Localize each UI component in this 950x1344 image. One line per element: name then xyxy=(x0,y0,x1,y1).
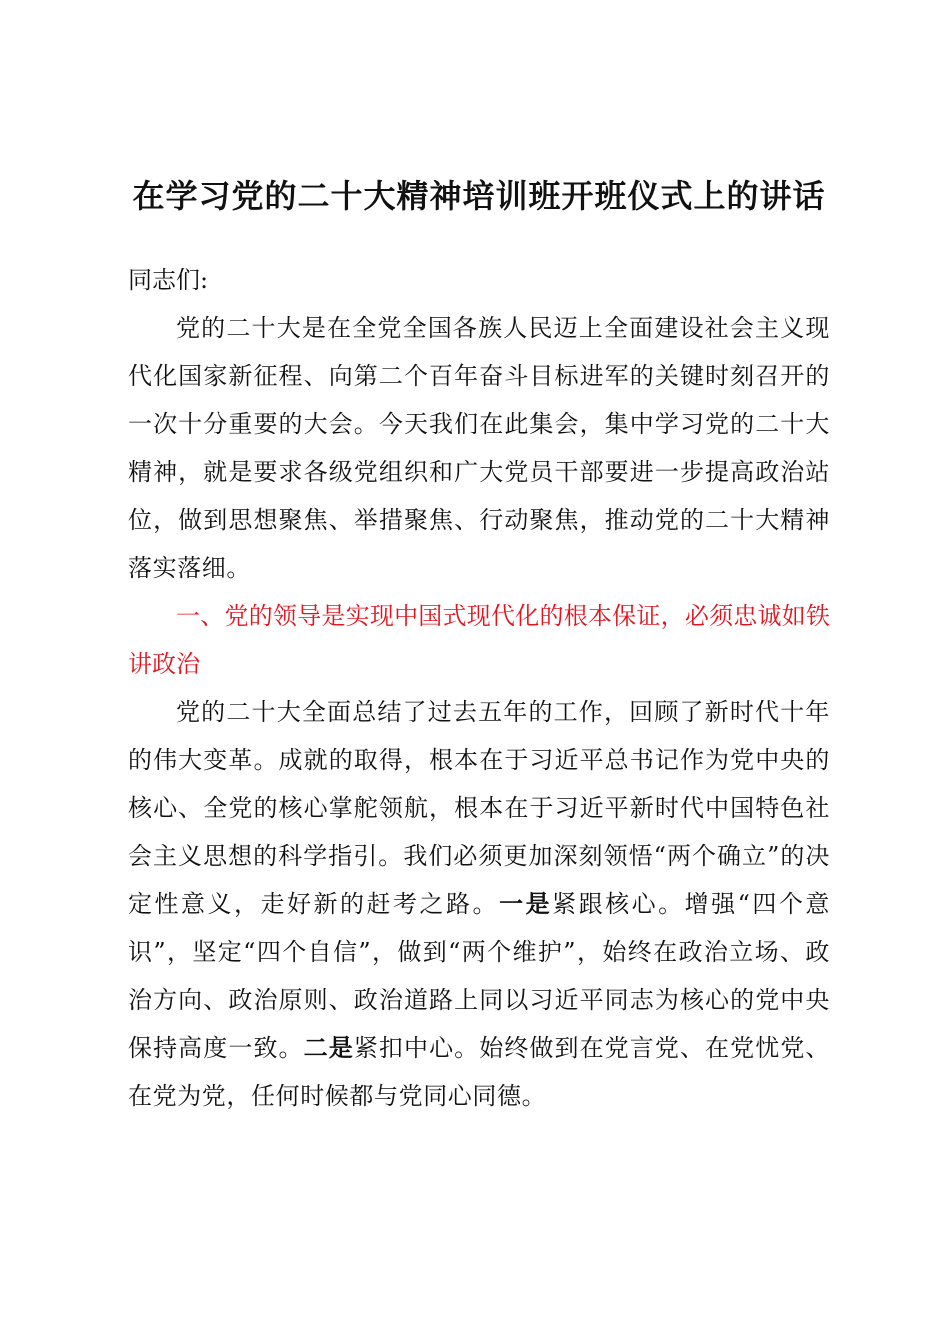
section-1-paragraph xyxy=(128,688,830,1120)
lead-marker-1: 一是 xyxy=(499,890,553,918)
intro-paragraph: 党的二十大是在全党全国各族人民迈上全面建设社会主义现代化国家新征程、向第二个百年奋斗目标进军的关键时刻召开的一次十分重要的大会。今天我们在此集会，集中学习党的二十大精神，就是要求各级党组织和广大党员干部要进一步提高政治站位，做到思想聚焦、举措聚焦、行动聚焦，推动党的二十大精神落实落细。 xyxy=(128,314,830,582)
document-title: 在学习党的二十大精神培训班开班仪式上的讲话 xyxy=(132,177,826,215)
section-heading-1: 一、党的领导是实现中国式现代化的根本保证，必须忠诚如铁讲政治 xyxy=(128,602,830,678)
salutation: 同志们: xyxy=(128,266,209,294)
section-1-text-part-1: 党的二十大全面总结了过去五年的工作，回顾了新时代十年的伟大变革。成就的取得，根本在于习近平总书记作为党中央的核心、全党的核心掌舵领航，根本在于习近平新时代中国特色社会主义思想的科学指引。我们必须更加深刻领悟“两个确立”的决定性意义，走好新的赶考之路。 xyxy=(128,698,830,918)
lead-marker-2: 二是 xyxy=(303,1034,354,1062)
section-1-text-part-3: 紧扣中心。始终做到在党言党、在党忧党、在党为党，任何时候都与党同心同德。 xyxy=(128,1034,831,1110)
document-page xyxy=(128,170,830,1120)
section-1-text-part-2: 紧跟核心。增强“四个意识”，坚定“四个自信”，做到“两个维护”，始终在政治立场、政治方向、政治原则、政治道路上同以习近平同志为核心的党中央保持高度一致。 xyxy=(128,890,830,1062)
